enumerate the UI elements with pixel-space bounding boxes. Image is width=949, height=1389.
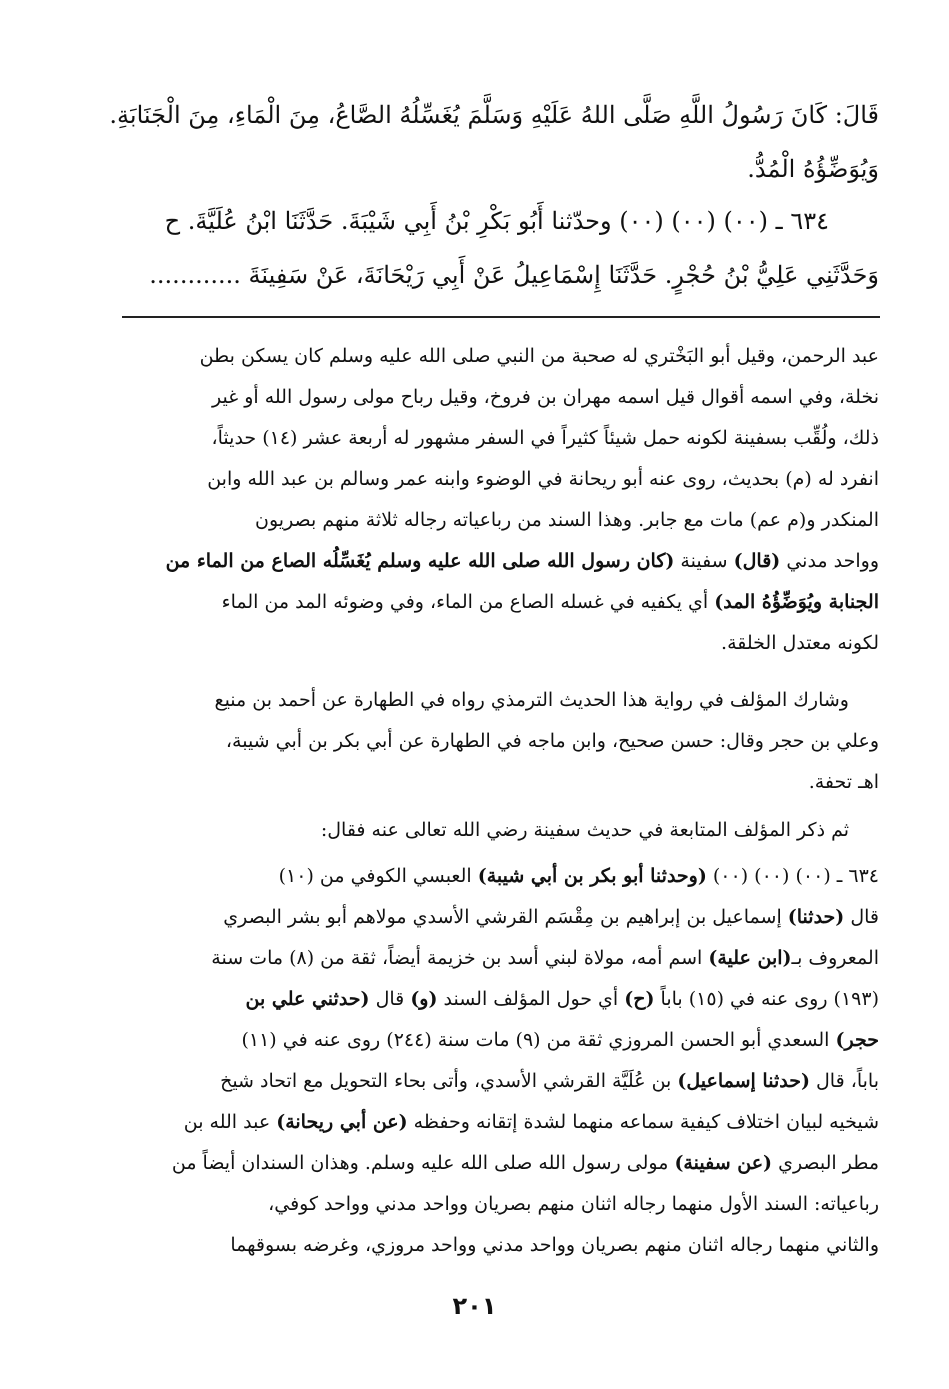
commentary-paragraph-4 xyxy=(69,856,879,1266)
commentary-text: وواحد مدني xyxy=(780,550,879,572)
commentary-line: وشارك المؤلف في رواية هذا الحديث الترمذي رواه في الطهارة عن أحمد بن منيع xyxy=(214,689,849,711)
commentary-line: رباعياته: السند الأول منهما رجاله اثنان منهم بصريان وواحد مدني وواحد كوفي، xyxy=(268,1193,879,1215)
commentary-text: أي يكفيه في غسله الصاع من الماء، وفي وضوئه المد من الماء xyxy=(221,591,715,613)
commentary-line: نخلة، وفي اسمه أقوال قيل اسمه مهران بن فروخ، وقيل رباح مولى رسول الله أو غير xyxy=(212,386,879,408)
commentary-text: إسماعيل بن إبراهيم بن مِقْسَم القرشي الأسدي مولاهم أبو بشر البصري xyxy=(223,906,788,928)
commentary-bold: (ح) xyxy=(624,988,655,1010)
commentary-line xyxy=(69,541,879,582)
commentary-line xyxy=(69,1143,879,1184)
commentary-text: العبسي الكوفي من (١٠) xyxy=(278,865,478,887)
commentary-paragraph-3 xyxy=(69,810,879,851)
commentary-bold: (حدثنا) xyxy=(787,906,845,928)
commentary-bold: الجنابة ويُوَضِّؤُهُ المد) xyxy=(714,591,879,613)
hadith-paragraph-1 xyxy=(69,88,879,196)
commentary-text: (١٩٣) روى عنه في (١٥) باباً xyxy=(654,988,879,1010)
commentary-line: والثاني منهما رجاله اثنان منهم بصريان وواحد مدني وواحد مروزي، وغرضه بسوقهما xyxy=(230,1234,879,1256)
commentary-text: اسم أمه، مولاة لبني أسد بن خزيمة أيضاً، ثقة من (٨) مات سنة xyxy=(211,947,709,969)
commentary-line: اهـ تحفة. xyxy=(808,771,879,793)
hadith-paragraph-2 xyxy=(69,194,879,302)
commentary-text: عبد الله بن xyxy=(183,1111,277,1133)
commentary-bold: (عن سفينة) xyxy=(674,1152,773,1174)
commentary-bold: (قال) xyxy=(733,550,781,572)
commentary-line xyxy=(69,1102,879,1143)
hadith-line: وَيُوَضِّؤُهُ الْمُدُّ. xyxy=(747,155,879,183)
commentary-line: ثم ذكر المؤلف المتابعة في حديث سفينة رضي الله تعالى عنه فقال: xyxy=(320,819,849,841)
commentary-text: سفينة xyxy=(674,550,734,572)
page-number: ٢٠١ xyxy=(452,1292,497,1320)
commentary-bold: (عن أبي ريحانة) xyxy=(276,1111,408,1133)
commentary-text: ٦٣٤ ـ (٠٠) (٠٠) (٠٠) xyxy=(706,865,879,887)
commentary-text: مولى رسول الله صلى الله عليه وسلم. وهذان السندان أيضاً من xyxy=(171,1152,675,1174)
commentary-text: مطر البصري xyxy=(772,1152,879,1174)
commentary-paragraph-1 xyxy=(69,336,879,664)
commentary-text: بن عُلَيَّة القرشي الأسدي، وأتى بحاء التحويل مع اتحاد شيخ xyxy=(220,1070,678,1092)
commentary-bold: (حدثنا إسماعيل) xyxy=(677,1070,810,1092)
commentary-text: شيخيه لبيان اختلاف كيفية سماعه منهما لشدة إتقانه وحفظه xyxy=(407,1111,879,1133)
commentary-line xyxy=(69,582,879,623)
commentary-text: قال xyxy=(369,988,411,1010)
commentary-line: انفرد له (م) بحديث، روى عنه أبو ريحانة في الوضوء وابنه عمر وسالم بن عبد الله وابن xyxy=(207,468,879,490)
commentary-bold: (كان رسول الله صلى الله عليه وسلم يُغَسِّلُه الصاع من الماء من xyxy=(165,550,675,572)
commentary-line xyxy=(69,1061,879,1102)
commentary-line xyxy=(69,979,879,1020)
commentary-line xyxy=(69,938,879,979)
commentary-line: عبد الرحمن، وقيل أبو البَخْتري له صحبة من النبي صلى الله عليه وسلم كان يسكن بطن xyxy=(199,345,879,367)
commentary-bold: (و) xyxy=(410,988,438,1010)
commentary-text: المعروف بـ xyxy=(791,947,879,969)
commentary-text: أي حول المؤلف السند xyxy=(437,988,625,1010)
commentary-line: وعلي بن حجر وقال: حسن صحيح، وابن ماجه في الطهارة عن أبي بكر بن أبي شيبة، xyxy=(225,730,879,752)
commentary-line: ذلك، ولُقِّب بسفينة لكونه حمل شيئاً كثيراً في السفر مشهور له أربعة عشر (١٤) حديثاً، xyxy=(211,427,879,449)
footnote-divider xyxy=(122,316,880,318)
commentary-bold: (حدثني علي بن xyxy=(245,988,370,1010)
commentary-line xyxy=(69,1020,879,1061)
commentary-bold: حجر) xyxy=(835,1029,879,1051)
hadith-line: قَالَ: كَانَ رَسُولُ اللَّهِ صَلَّى اللهُ عَلَيْهِ وَسَلَّمَ يُغَسِّلُهُ الصَّاعُ، مِنَ الْمَاءِ، مِنَ الْجَنَابَةِ. xyxy=(109,101,879,129)
commentary-line xyxy=(69,856,879,897)
commentary-bold: (ابن علية) xyxy=(708,947,792,969)
commentary-text: باباً، قال xyxy=(809,1070,879,1092)
commentary-bold: (وحدثنا أبو بكر بن أبي شيبة) xyxy=(477,865,707,887)
hadith-line: ٦٣٤ ـ (٠٠) (٠٠) (٠٠) وحدّثنا أَبُو بَكْرِ بْنُ أَبِي شَيْبَةَ. حَدَّثَنَا ابْنُ عُلَيَّةَ. ح xyxy=(164,207,829,235)
commentary-line: المنكدر و(م عم) مات مع جابر. وهذا السند من رباعياته رجاله ثلاثة منهم بصريون xyxy=(255,509,879,531)
commentary-text: قال xyxy=(844,906,879,928)
commentary-line: لكونه معتدل الخلقة. xyxy=(721,632,879,654)
commentary-line xyxy=(69,897,879,938)
commentary-text: السعدي أبو الحسن المروزي ثقة من (٩) مات سنة (٢٤٤) روى عنه في (١١) xyxy=(241,1029,836,1051)
hadith-line: وَحَدَّثَنِي عَلِيُّ بْنُ حُجْرٍ. حَدَّثَنَا إِسْمَاعِيلُ عَنْ أَبِي رَيْحَانَةَ، عَنْ سَفِينَةَ ............ xyxy=(149,261,879,289)
commentary-paragraph-2 xyxy=(69,680,879,803)
